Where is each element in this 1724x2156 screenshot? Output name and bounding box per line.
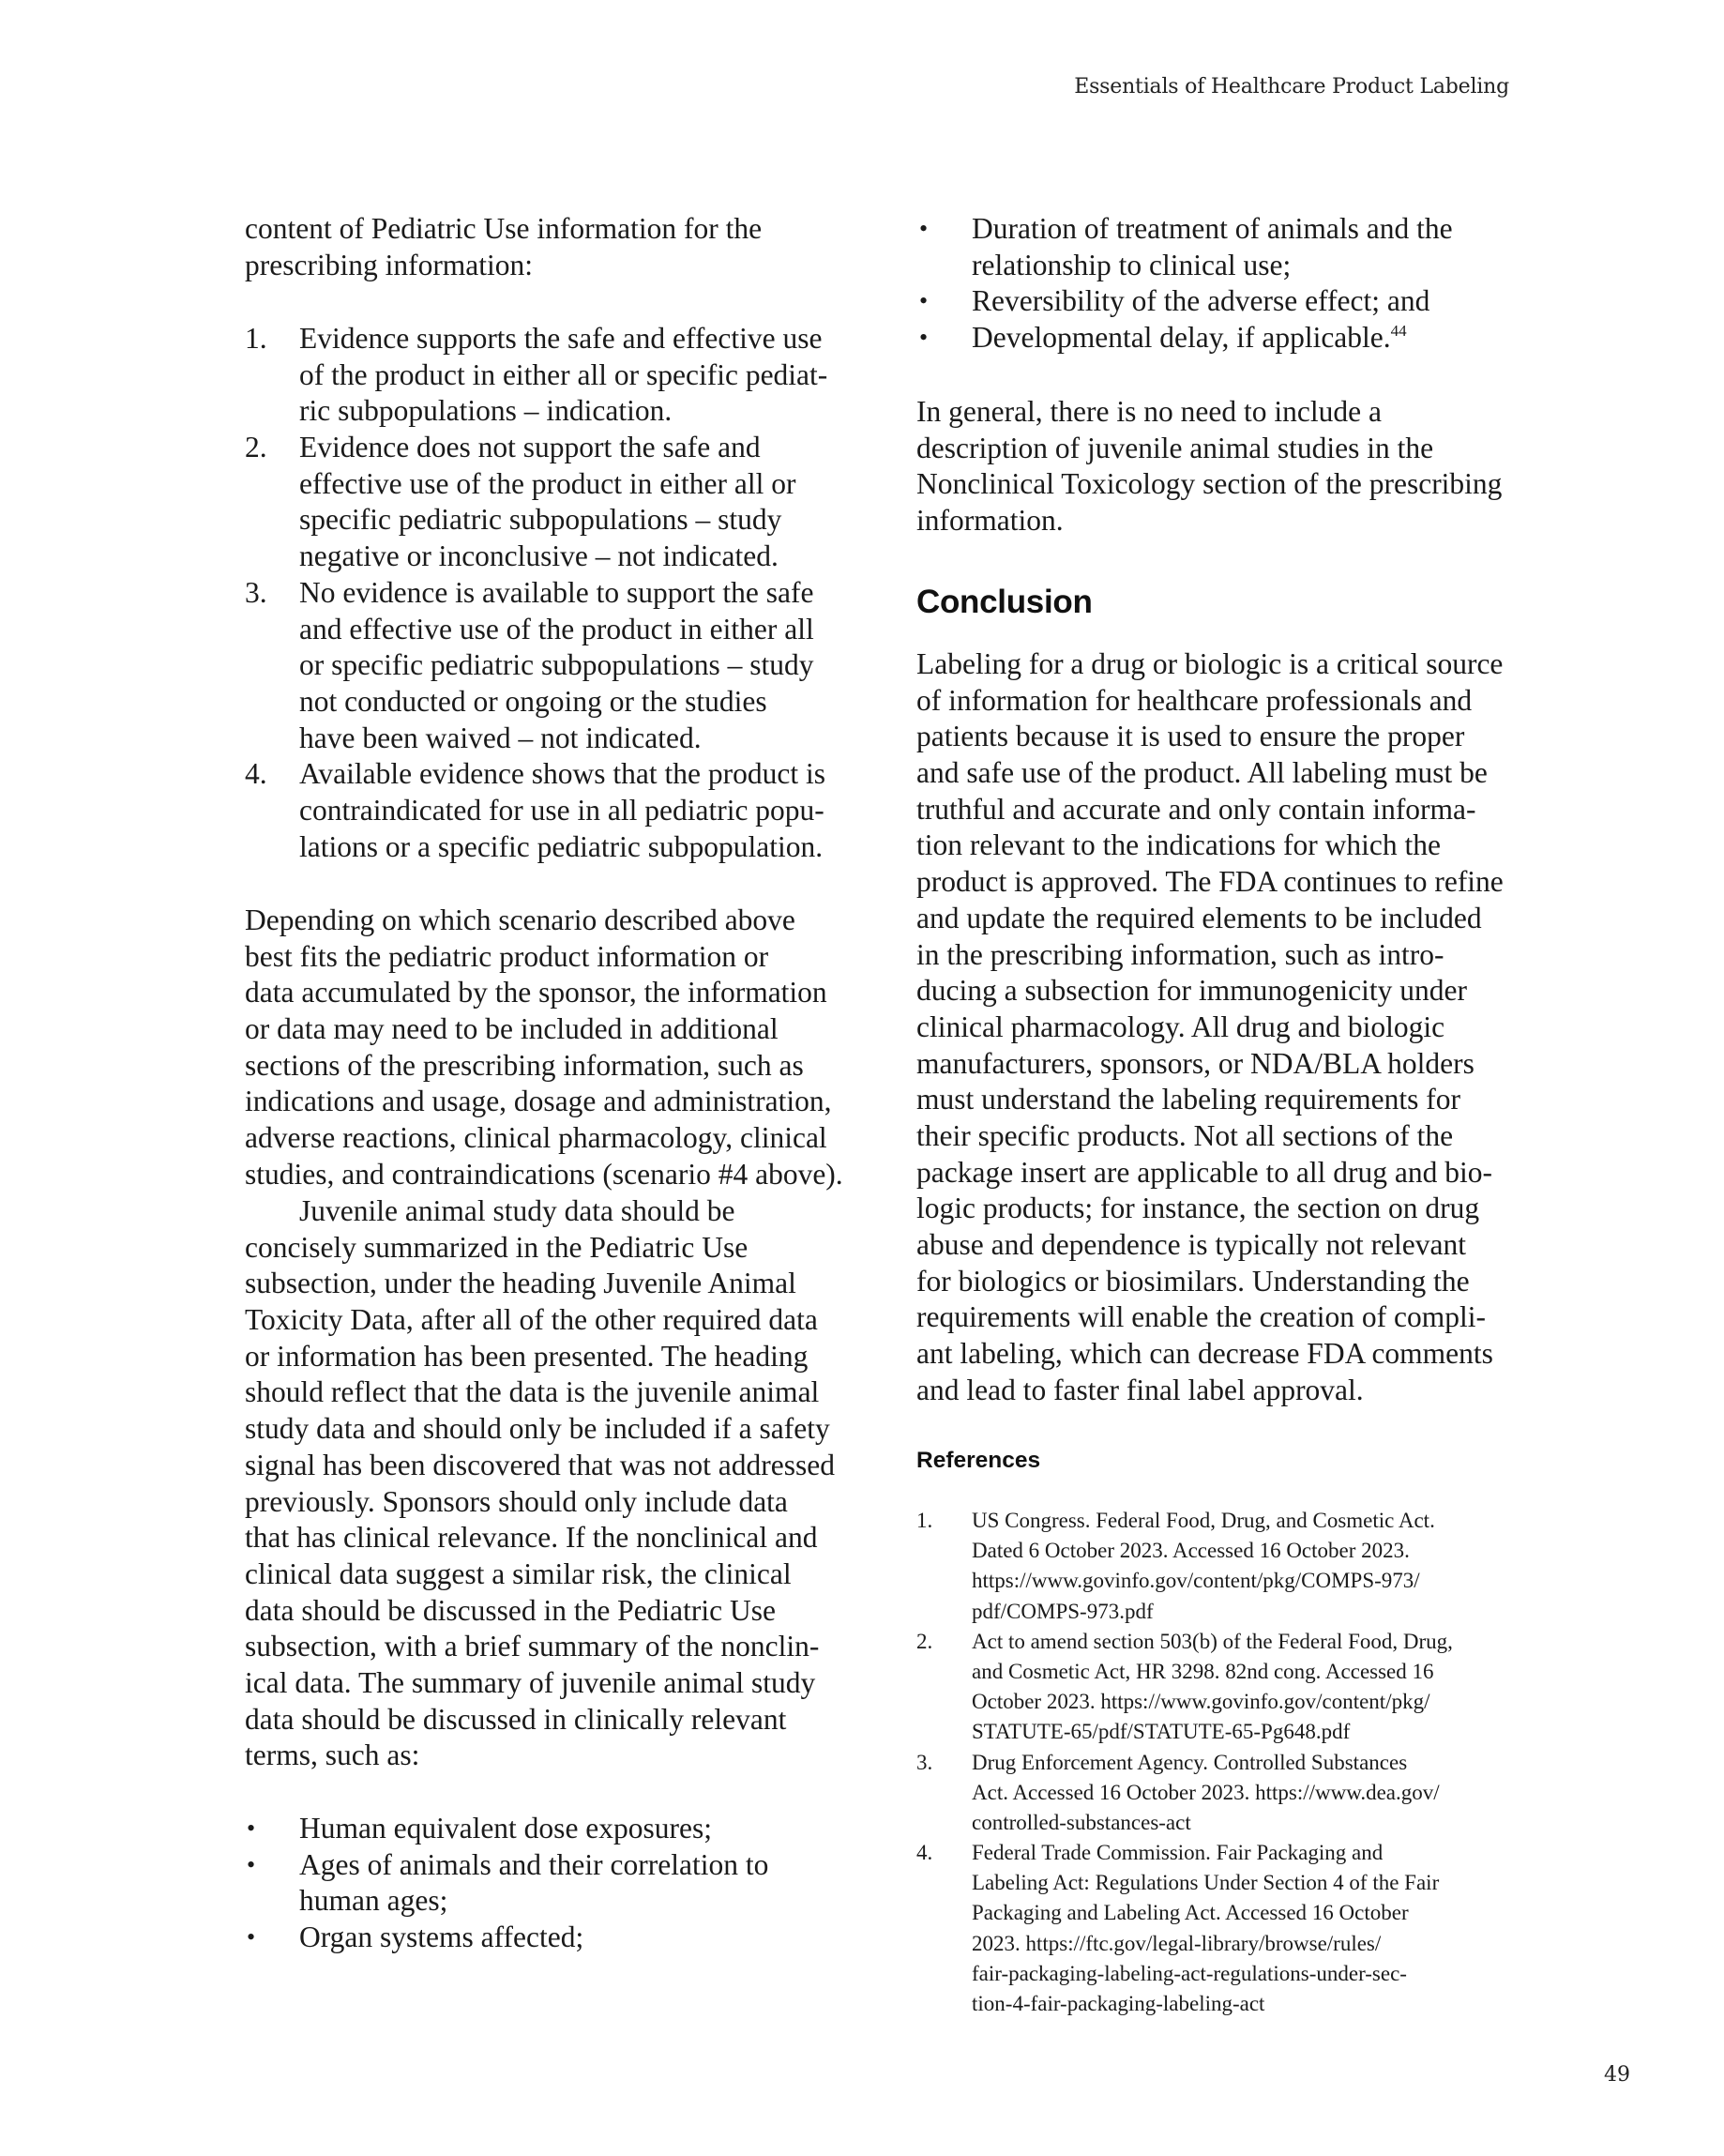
- text-line: clinical pharmacology. All drug and biologic: [916, 1010, 1445, 1043]
- text-line: ical data. The summary of juvenile animal study: [245, 1665, 816, 1699]
- list-item: [245, 575, 827, 756]
- text-line: ducing a subsection for immunogenicity under: [916, 974, 1467, 1008]
- text-line: their specific products. Not all sections of the: [916, 1118, 1454, 1152]
- reference-number: 3.: [916, 1750, 933, 1774]
- text-line: Juvenile animal study data should be: [299, 1194, 735, 1227]
- list-item: [247, 1811, 768, 1847]
- running-header: Essentials of Healthcare Product Labeling: [1074, 75, 1509, 99]
- text-line: signal has been discovered that was not addressed: [245, 1448, 835, 1481]
- reference-item: [916, 1748, 1453, 1839]
- text-line: product is approved. The FDA continues to refine: [916, 865, 1504, 899]
- text-line: truthful and accurate and only contain informa-: [916, 792, 1476, 826]
- reference-item: [916, 1627, 1453, 1748]
- text-line: previously. Sponsors should only include data: [245, 1484, 788, 1518]
- text-line: No evidence is available to support the safe: [299, 575, 814, 609]
- reference-number: 1.: [916, 1509, 933, 1532]
- text-line: requirements will enable the creation of compli-: [916, 1300, 1487, 1334]
- list-item: [919, 320, 1453, 357]
- conclusion-paragraph: [916, 646, 1504, 1408]
- text-line: Federal Trade Commission. Fair Packaging and: [972, 1841, 1384, 1865]
- text-line: data accumulated by the sponsor, the information: [245, 976, 827, 1010]
- text-line: specific pediatric subpopulations – study: [299, 503, 782, 537]
- list-item: [919, 283, 1453, 320]
- text-line: manufacturers, sponsors, or NDA/BLA holders: [916, 1046, 1474, 1080]
- text-line: not conducted or ongoing or the studies: [299, 684, 767, 718]
- text-line: patients because it is used to ensure the proper: [916, 720, 1465, 753]
- text-line: Human equivalent dose exposures;: [299, 1812, 713, 1845]
- paragraph-general: [916, 394, 1502, 539]
- bullet-list-right: [919, 211, 1453, 357]
- text-line: must understand the labeling requirements for: [916, 1083, 1460, 1116]
- text-line: Toxicity Data, after all of the other required data: [245, 1303, 818, 1337]
- text-line: Available evidence shows that the product is: [299, 757, 826, 791]
- text-line: and lead to faster final label approval.: [916, 1373, 1364, 1406]
- text-line: effective use of the product in either all or: [299, 466, 796, 500]
- text-line: Nonclinical Toxicology section of the prescribing: [916, 467, 1503, 501]
- text-line: ant labeling, which can decrease FDA comments: [916, 1337, 1493, 1371]
- text-line: negative or inconclusive – not indicated.: [299, 539, 779, 573]
- text-line: or information has been presented. The heading: [245, 1339, 809, 1373]
- text-line: and effective use of the product in either all: [299, 612, 814, 645]
- text-line: Labeling for a drug or biologic is a critical source: [916, 647, 1504, 680]
- text-line: of the product in either all or specific pediat-: [299, 357, 828, 391]
- text-line: Evidence supports the safe and effective use: [299, 322, 823, 355]
- text-line: Evidence does not support the safe and: [299, 431, 761, 464]
- text-line: information.: [916, 504, 1064, 538]
- footnote-reference[interactable]: 44: [1390, 322, 1407, 341]
- text-line: best fits the pediatric product information or: [245, 939, 769, 973]
- list-number: 3.: [245, 575, 267, 609]
- section-heading-references: References: [916, 1448, 1041, 1473]
- text-line: studies, and contraindications (scenario #4 above).: [245, 1157, 843, 1191]
- text-line: Labeling Act: Regulations Under Section 4 of the Fair: [972, 1871, 1440, 1895]
- text-line: terms, such as:: [245, 1738, 420, 1772]
- text-line: in the prescribing information, such as intro-: [916, 937, 1444, 971]
- text-line: data should be discussed in clinically relevant: [245, 1702, 787, 1736]
- bullet-list-left: [247, 1811, 768, 1956]
- list-item: [245, 321, 827, 430]
- text-line: US Congress. Federal Food, Drug, and Cosmetic Act.: [972, 1509, 1435, 1532]
- reference-link[interactable]: tion-4-fair-packaging-labeling-act: [972, 1992, 1265, 2015]
- list-item: [245, 756, 827, 865]
- text-line: study data and should only be included if a safety: [245, 1412, 830, 1446]
- reference-link[interactable]: October 2023. https://www.govinfo.gov/content/pkg/: [972, 1690, 1430, 1714]
- reference-number: 4.: [916, 1841, 933, 1865]
- list-item: [919, 211, 1453, 283]
- text-line: that has clinical relevance. If the nonclinical and: [245, 1521, 818, 1555]
- list-item: [247, 1847, 768, 1920]
- text-line: Depending on which scenario described above: [245, 903, 795, 936]
- text-line: Dated 6 October 2023. Accessed 16 October 2023.: [972, 1539, 1410, 1563]
- reference-item: [916, 1506, 1453, 1627]
- text-line: contraindicated for use in all pediatric popu-: [299, 793, 824, 827]
- reference-link[interactable]: Act. Accessed 16 October 2023. https://www.dea.gov/: [972, 1780, 1440, 1804]
- page-number: 49: [1604, 2063, 1630, 2087]
- text-line: ric subpopulations – indication.: [299, 394, 673, 428]
- text-line: [972, 320, 1453, 357]
- bullet-text: Developmental delay, if applicable.: [972, 321, 1391, 355]
- text-line: description of juvenile animal studies in the: [916, 431, 1434, 464]
- numbered-list: [245, 321, 827, 865]
- reference-link[interactable]: pdf/COMPS-973.pdf: [972, 1599, 1154, 1623]
- reference-number: 2.: [916, 1629, 933, 1653]
- text-line: and Cosmetic Act, HR 3298. 82nd cong. Accessed 16: [972, 1659, 1434, 1683]
- section-heading-conclusion: Conclusion: [916, 584, 1093, 620]
- text-line: and update the required elements to be included: [916, 901, 1482, 934]
- bullet-icon: •: [247, 1850, 256, 1878]
- reference-link[interactable]: controlled-substances-act: [972, 1810, 1191, 1834]
- text-line: and safe use of the product. All labeling must be: [916, 756, 1488, 790]
- reference-item: [916, 1838, 1453, 2019]
- text-line: clinical data suggest a similar risk, the clinical: [245, 1556, 792, 1590]
- reference-link[interactable]: STATUTE-65/pdf/STATUTE-65-Pg648.pdf: [972, 1720, 1351, 1744]
- text-line: Ages of animals and their correlation to: [299, 1847, 769, 1881]
- text-line: Act to amend section 503(b) of the Federal Food, Drug,: [972, 1629, 1453, 1653]
- reference-link[interactable]: https://www.govinfo.gov/content/pkg/COMPS-973/: [972, 1569, 1420, 1593]
- text-line: subsection, with a brief summary of the nonclin-: [245, 1630, 820, 1663]
- text-line: sections of the prescribing information, such as: [245, 1048, 804, 1082]
- text-line: lations or a specific pediatric subpopulation.: [299, 829, 824, 863]
- text-line: package insert are applicable to all drug and bio-: [916, 1155, 1492, 1189]
- text-line: or specific pediatric subpopulations – study: [299, 648, 814, 682]
- bullet-icon: •: [247, 1923, 256, 1951]
- text-line: human ages;: [299, 1884, 448, 1918]
- text-line: relationship to clinical use;: [972, 248, 1292, 281]
- text-line: data should be discussed in the Pediatric Use: [245, 1593, 777, 1627]
- text-line: Organ systems affected;: [299, 1921, 584, 1954]
- list-item: [247, 1920, 768, 1956]
- text-line: abuse and dependence is typically not relevant: [916, 1228, 1467, 1261]
- list-number: 2.: [245, 431, 267, 464]
- bullet-icon: •: [247, 1814, 256, 1842]
- text-line: Reversibility of the adverse effect; and: [972, 284, 1430, 318]
- text-line: Drug Enforcement Agency. Controlled Substances: [972, 1750, 1408, 1774]
- reference-link[interactable]: 2023. https://ftc.gov/legal-library/browse/rules/: [972, 1931, 1382, 1955]
- text-line: tion relevant to the indications for which the: [916, 828, 1441, 862]
- bullet-icon: •: [919, 287, 929, 315]
- text-line: subsection, under the heading Juvenile Animal: [245, 1267, 796, 1300]
- text-line: for biologics or biosimilars. Understanding the: [916, 1264, 1470, 1298]
- text-line: Duration of treatment of animals and the: [972, 212, 1453, 245]
- text-line: indications and usage, dosage and administration,: [245, 1085, 832, 1118]
- text-line: Packaging and Labeling Act. Accessed 16 October: [972, 1901, 1409, 1925]
- text-line: logic products; for instance, the section on drug: [916, 1192, 1480, 1225]
- list-item: [245, 430, 827, 575]
- text-line: should reflect that the data is the juvenile animal: [245, 1375, 820, 1409]
- paragraph-juvenile: [245, 1193, 835, 1774]
- list-number: 4.: [245, 757, 267, 791]
- text-line: content of Pediatric Use information for the: [245, 212, 763, 245]
- bullet-icon: •: [919, 215, 929, 242]
- paragraph-depending: [245, 903, 843, 1193]
- text-line: have been waived – not indicated.: [299, 721, 702, 754]
- text-line: or data may need to be included in additional: [245, 1012, 779, 1046]
- reference-link[interactable]: fair-packaging-labeling-act-regulations-under-sec-: [972, 1961, 1407, 1985]
- text-line: adverse reactions, clinical pharmacology, clinical: [245, 1121, 827, 1155]
- text-line: concisely summarized in the Pediatric Use: [245, 1230, 749, 1264]
- list-number: 1.: [245, 322, 267, 355]
- bullet-icon: •: [919, 324, 929, 352]
- references-list: [916, 1506, 1453, 2019]
- text-line: prescribing information:: [245, 248, 534, 281]
- text-line: of information for healthcare professionals and: [916, 683, 1473, 717]
- text-line: In general, there is no need to include a: [916, 395, 1382, 428]
- intro-paragraph: [245, 211, 762, 283]
